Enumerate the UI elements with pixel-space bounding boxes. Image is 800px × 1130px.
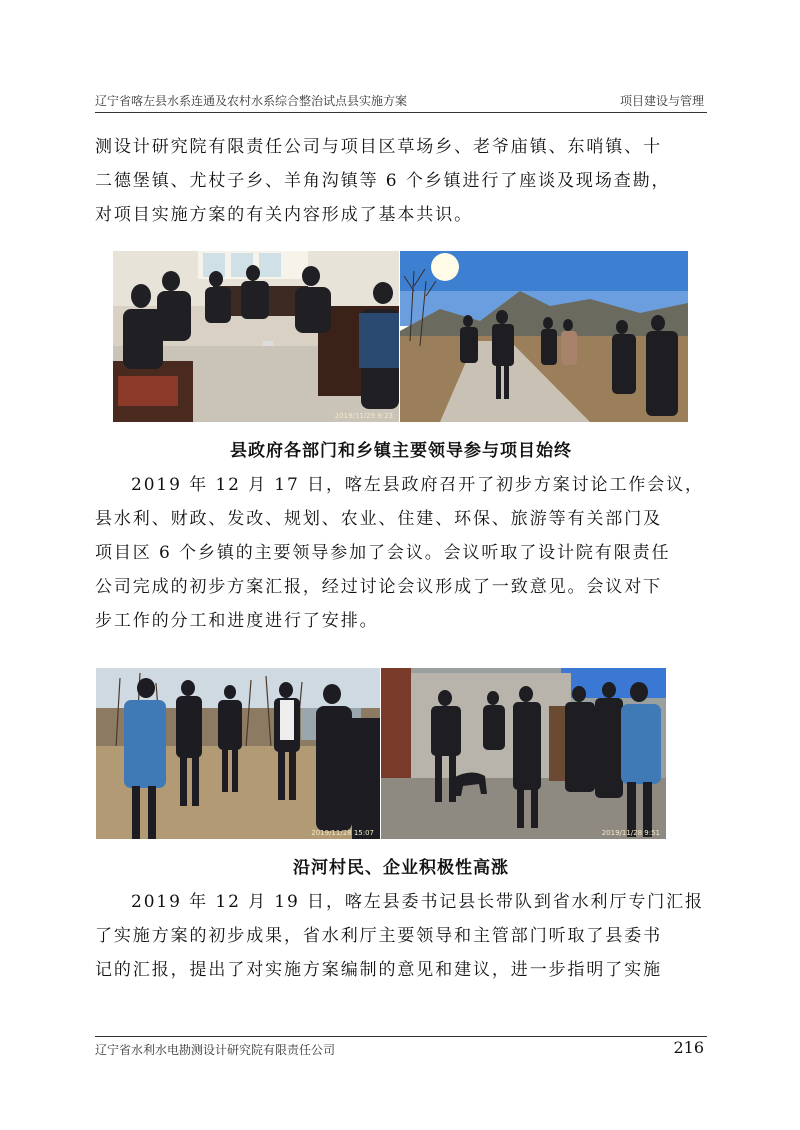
text-line: 二德堡镇、尤杖子乡、羊角沟镇等 6 个乡镇进行了座谈及现场查勘， [95,171,671,191]
photo-villagers-courtyard [381,668,666,839]
paragraph-intro [95,130,707,232]
text-line: 县水利、财政、发改、规划、农业、住建、环保、旅游等有关部门及 [95,509,662,529]
running-header-section: 项目建设与管理 [619,94,704,108]
photo-meeting-room [113,251,399,422]
text-line: 项目区 6 个乡镇的主要领导参加了会议。会议听取了设计院有限责任 [95,543,671,563]
running-header-title: 辽宁省喀左县水系连通及农村水系综合整治试点县实施方案 [95,94,408,108]
text-line: 2019 年 12 月 19 日，喀左县委书记县长带队到省水利厅专门汇报 [131,892,704,912]
text-line: 步工作的分工和进度进行了安排。 [95,611,379,631]
photo-timestamp: 2019/11/28 9:51 [601,829,660,837]
text-line: 对项目实施方案的有关内容形成了基本共识。 [95,205,473,225]
photo-caption: 沿河村民、企业积极性高涨 [293,858,509,878]
footer-organization: 辽宁省水利水电勘测设计研究院有限责任公司 [95,1043,336,1057]
footer-rule [95,1036,707,1037]
photo-village-discussion [96,668,380,839]
text-line: 公司完成的初步方案汇报，经过讨论会议形成了一致意见。会议对下 [95,577,662,597]
photo-timestamp: 2019/11/28 15:07 [311,829,374,837]
paragraph-report-dec19 [95,885,707,987]
text-line: 了实施方案的初步成果，省水利厅主要领导和主管部门听取了县委书 [95,926,662,946]
header-rule [95,112,707,113]
text-line: 记的汇报，提出了对实施方案编制的意见和建议，进一步指明了实施 [95,960,662,980]
text-line: 测设计研究院有限责任公司与项目区草场乡、老爷庙镇、东哨镇、十 [95,137,662,157]
text-line: 2019 年 12 月 17 日，喀左县政府召开了初步方案讨论工作会议， [131,475,704,495]
photo-timestamp: 2019/11/29 9:23 [334,412,393,420]
paragraph-meeting-dec17 [95,468,707,638]
page-number: 216 [673,1038,704,1057]
photo-caption: 县政府各部门和乡镇主要领导参与项目始终 [230,441,572,461]
photo-field-inspection-road [400,251,688,422]
